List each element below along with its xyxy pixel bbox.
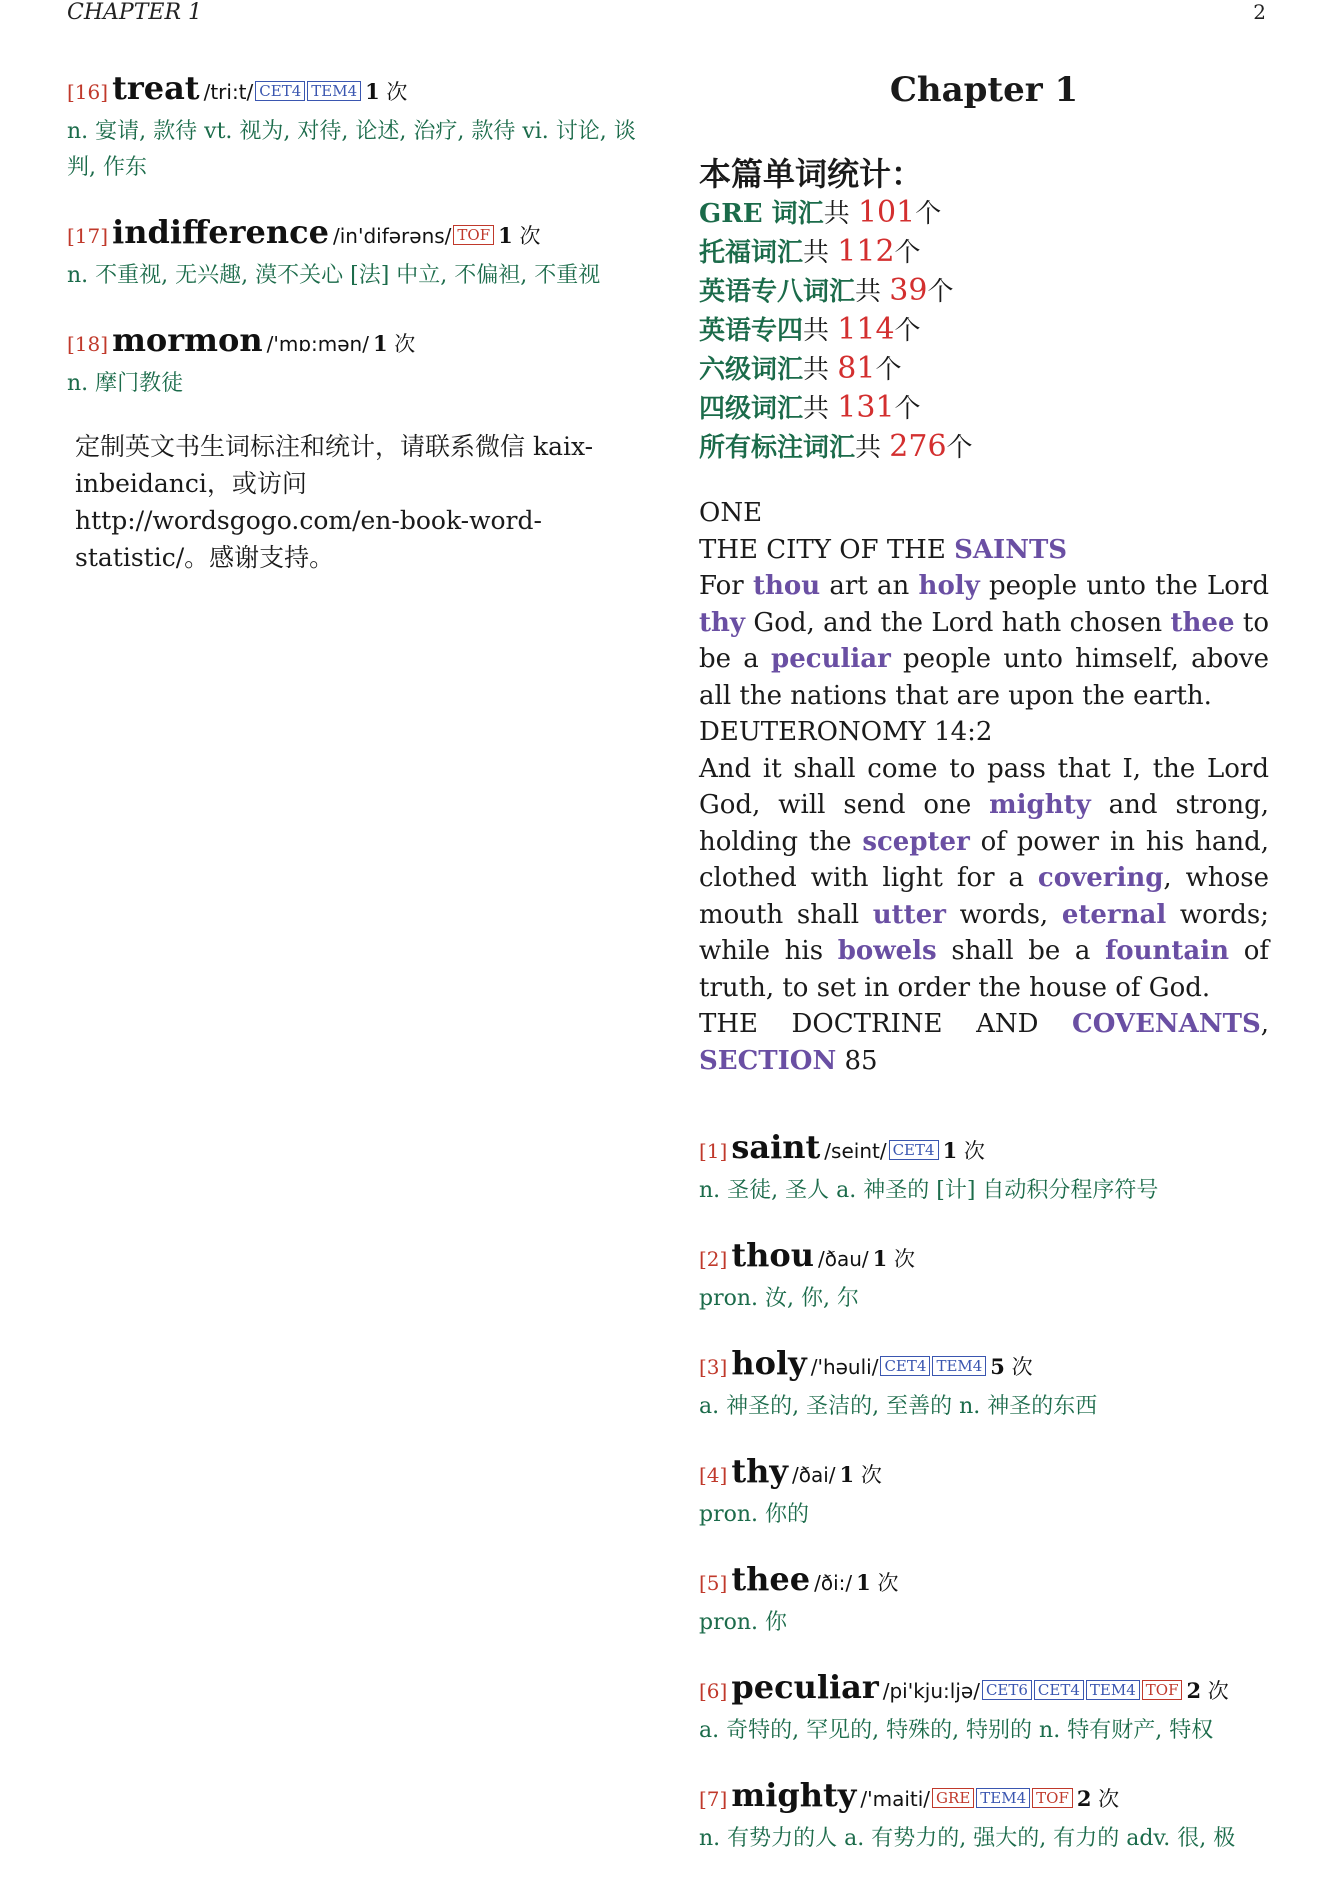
count-value: 1 — [872, 1246, 888, 1271]
entry-index: [1] — [699, 1139, 728, 1163]
entry-word: mormon — [112, 321, 263, 359]
entry-word: mighty — [731, 1776, 857, 1814]
text-span: DEUTERONOMY 14:2 — [699, 717, 993, 747]
exam-tag: TEM4 — [307, 81, 361, 101]
text-span: words, — [945, 899, 1062, 930]
vocab-entry — [699, 1667, 1269, 1749]
entry-definition: pron. 你 — [699, 1610, 788, 1635]
stat-mid: 共 — [803, 394, 838, 424]
entry-definition: a. 神圣的, 圣洁的, 至善的 n. 神圣的东西 — [699, 1394, 1098, 1419]
passage-line — [699, 714, 1269, 751]
entry-index: [18] — [67, 332, 109, 356]
highlighted-word: thee — [1170, 607, 1235, 638]
stat-number: 101 — [857, 195, 916, 230]
count-value: 1 — [365, 79, 380, 104]
page-number: 2 — [1253, 0, 1266, 24]
exam-tag: CET6 — [982, 1680, 1032, 1700]
count-value: 1 — [498, 223, 513, 248]
entry-index: [16] — [67, 80, 109, 104]
exam-tag: CET4 — [889, 1140, 939, 1160]
entry-definition: n. 摩门教徒 — [67, 371, 184, 396]
highlighted-word: utter — [872, 899, 946, 930]
vocab-entry-head — [699, 1667, 1269, 1713]
text-span: and strong, holding the — [699, 790, 1269, 857]
exam-tag: TEM4 — [932, 1356, 986, 1376]
entry-count — [365, 80, 407, 104]
highlighted-word: SECTION — [699, 1045, 837, 1076]
passage-line — [699, 495, 1269, 532]
stat-line — [699, 350, 1269, 389]
stat-label: 所有标注词汇 — [699, 433, 856, 463]
stat-suffix: 个 — [894, 394, 921, 424]
entry-count — [498, 224, 540, 248]
stat-number: 81 — [837, 351, 876, 386]
chapter-title: Chapter 1 — [889, 70, 1079, 110]
text-span: God, and the Lord hath chosen — [745, 607, 1171, 638]
entry-index: [7] — [699, 1787, 728, 1811]
right-column — [699, 68, 1269, 1883]
exam-tag: CET4 — [255, 81, 305, 101]
highlighted-word: bowels — [837, 936, 937, 966]
text-span: , — [1260, 1009, 1269, 1039]
entry-count — [856, 1571, 898, 1595]
vocab-entry — [699, 1127, 1269, 1209]
highlighted-word: thy — [699, 607, 746, 638]
stat-mid: 共 — [803, 238, 838, 268]
entry-index: [3] — [699, 1355, 728, 1379]
entry-word: saint — [731, 1128, 821, 1166]
stat-label: 英语专四 — [699, 316, 804, 346]
exam-tag: TEM4 — [1086, 1680, 1140, 1700]
stat-suffix: 个 — [915, 199, 942, 229]
stat-line — [699, 233, 1269, 272]
vocab-list-right — [699, 1127, 1269, 1857]
entry-index: [4] — [699, 1463, 728, 1487]
exam-tag: TOF — [453, 225, 494, 245]
count-unit: 次 — [1098, 1787, 1120, 1811]
text-span: of power in his hand, clothed with light for a — [699, 826, 1269, 893]
count-unit: 次 — [963, 1139, 985, 1163]
entry-word: thou — [731, 1236, 814, 1274]
entry-phonetic: /tri:t/ — [203, 80, 254, 104]
entry-index: [5] — [699, 1571, 728, 1595]
exam-tag: TOF — [1142, 1680, 1183, 1700]
stat-line — [699, 194, 1269, 233]
entry-phonetic: /'həuli/ — [810, 1355, 879, 1379]
count-value: 1 — [856, 1570, 871, 1595]
count-unit: 次 — [1011, 1355, 1033, 1379]
stats-lines — [699, 194, 1269, 467]
stat-number: 114 — [837, 312, 895, 347]
passage-line — [699, 532, 1269, 569]
stat-mid: 共 — [803, 316, 838, 346]
entry-count — [1186, 1679, 1228, 1703]
stat-line — [699, 272, 1269, 311]
count-value: 2 — [1186, 1678, 1202, 1703]
highlighted-word: thou — [752, 571, 821, 601]
entry-phonetic: /'maiti/ — [860, 1787, 931, 1811]
entry-word: treat — [112, 69, 200, 107]
vocab-entry-head — [67, 212, 637, 258]
stat-label: 英语专八词汇 — [699, 277, 856, 307]
text-span: For — [699, 571, 753, 601]
vocab-entry — [67, 212, 637, 294]
text-span: ONE — [699, 498, 763, 528]
vocab-entry — [67, 320, 637, 402]
vocab-entry — [699, 1451, 1269, 1533]
stat-number: 39 — [889, 273, 928, 308]
stat-mid: 共 — [823, 199, 858, 229]
passage-line — [699, 568, 1269, 714]
entry-definition: pron. 你的 — [699, 1502, 810, 1527]
passage-line — [699, 751, 1269, 1007]
count-value: 1 — [942, 1138, 958, 1163]
vocab-entry-head — [699, 1127, 1269, 1173]
exam-tag: CET4 — [880, 1356, 930, 1376]
count-unit: 次 — [1207, 1679, 1229, 1703]
text-span: to be a — [699, 607, 1269, 674]
highlighted-word: SAINTS — [954, 534, 1068, 565]
vocab-entry-head — [67, 320, 637, 366]
entry-phonetic: /in'difərəns/ — [332, 224, 452, 248]
count-value: 1 — [372, 331, 388, 356]
highlighted-word: peculiar — [771, 644, 891, 674]
passage-line — [699, 1006, 1269, 1079]
entry-phonetic: /'mɒ:mən/ — [266, 332, 369, 356]
count-unit: 次 — [860, 1463, 882, 1487]
stat-suffix: 个 — [875, 355, 902, 385]
text-span: of truth, to set in order the house of God. — [699, 936, 1269, 1003]
entry-index: [6] — [699, 1679, 728, 1703]
stat-suffix: 个 — [946, 433, 973, 463]
entry-index: [17] — [67, 224, 109, 248]
highlighted-word: eternal — [1061, 899, 1167, 930]
entry-definition: a. 奇特的, 罕见的, 特殊的, 特别的 n. 特有财产, 特权 — [699, 1718, 1214, 1743]
entry-definition: n. 宴请, 款待 vt. 视为, 对待, 论述, 治疗, 款待 vi. 讨论, 谈判, 作东 — [67, 119, 636, 180]
exam-tag: TOF — [1032, 1788, 1073, 1808]
text-span: And it shall come to pass that I, the Lord God, will send one — [699, 753, 1269, 820]
stat-label: 四级词汇 — [699, 394, 804, 424]
entry-phonetic: /ði:/ — [814, 1571, 853, 1595]
text-span: people unto the Lord — [979, 571, 1270, 601]
entry-count — [873, 1247, 915, 1271]
stat-number: 276 — [889, 429, 947, 464]
highlighted-word: mighty — [989, 790, 1091, 820]
stat-line — [699, 389, 1269, 428]
stat-mid: 共 — [855, 277, 890, 307]
stats-title: 本篇单词统计： — [699, 155, 924, 193]
text-span: THE DOCTRINE AND — [699, 1009, 1073, 1039]
count-unit: 次 — [519, 224, 541, 248]
vocab-entry-head — [699, 1559, 1269, 1605]
highlighted-word: covering — [1037, 863, 1164, 893]
count-unit: 次 — [386, 80, 408, 104]
entry-count — [1077, 1787, 1119, 1811]
vocab-entry-head — [699, 1775, 1269, 1821]
entry-count — [990, 1355, 1032, 1379]
text-span: THE CITY OF THE — [699, 534, 955, 565]
text-span: 85 — [836, 1045, 878, 1076]
vocab-entry — [699, 1235, 1269, 1317]
text-span: , whose mouth shall — [699, 863, 1269, 930]
entry-definition: n. 圣徒, 圣人 a. 神圣的 [计] 自动积分程序符号 — [699, 1178, 1159, 1203]
count-unit: 次 — [394, 332, 416, 356]
entry-definition: n. 不重视, 无兴趣, 漠不关心 [法] 中立, 不偏袒, 不重视 — [67, 263, 601, 288]
left-column — [67, 68, 637, 576]
count-unit: 次 — [893, 1247, 915, 1271]
count-value: 2 — [1076, 1786, 1092, 1811]
entry-phonetic: /ðai/ — [791, 1463, 836, 1487]
stat-mid: 共 — [803, 355, 838, 385]
entry-count — [373, 332, 415, 356]
stat-number: 112 — [837, 234, 895, 269]
stat-suffix: 个 — [894, 316, 921, 346]
vocab-entry-head — [67, 68, 637, 114]
count-value: 5 — [990, 1354, 1005, 1379]
word-stats — [699, 154, 1269, 467]
text-span: art an — [820, 571, 919, 601]
stat-mid: 共 — [855, 433, 890, 463]
count-unit: 次 — [877, 1571, 899, 1595]
stat-line — [699, 428, 1269, 467]
exam-tag: CET4 — [1034, 1680, 1084, 1700]
vocab-entry — [699, 1559, 1269, 1641]
stat-number: 131 — [837, 390, 895, 425]
stat-label: GRE 词汇 — [699, 199, 824, 229]
vocab-entry — [67, 68, 637, 186]
vocab-entry — [699, 1343, 1269, 1425]
entry-word: indifference — [112, 213, 329, 251]
stat-suffix: 个 — [894, 238, 921, 268]
custom-service-note: 定制英文书生词标注和统计，请联系微信 kaix-inbeidanci，或访问 http://wordsgogo.com/en-book-word-statistic/。感谢支持。 — [75, 432, 594, 572]
text-span: shall be a — [936, 936, 1106, 966]
entry-definition: n. 有势力的人 a. 有势力的, 强大的, 有力的 adv. 很, 极 — [699, 1826, 1236, 1851]
entry-definition: pron. 汝, 你, 尔 — [699, 1286, 859, 1311]
entry-word: peculiar — [731, 1668, 879, 1706]
entry-phonetic: /pi'kju:ljə/ — [882, 1679, 980, 1703]
stat-label: 托福词汇 — [699, 238, 804, 268]
entry-phonetic: /seint/ — [824, 1139, 887, 1163]
stat-label: 六级词汇 — [699, 355, 804, 385]
vocab-entry-head — [699, 1235, 1269, 1281]
count-value: 1 — [839, 1462, 855, 1487]
exam-tag: TEM4 — [976, 1788, 1030, 1808]
entry-index: [2] — [699, 1247, 728, 1271]
vocab-entry — [699, 1775, 1269, 1857]
exam-tag: GRE — [932, 1788, 974, 1808]
vocab-entry-head — [699, 1451, 1269, 1497]
text-span: people unto himself, above all the nations that are upon the earth. — [699, 644, 1269, 711]
highlighted-word: COVENANTS — [1072, 1009, 1261, 1039]
highlighted-word: scepter — [862, 826, 970, 857]
text-span: words; while his — [699, 899, 1269, 966]
vocab-entry-head — [699, 1343, 1269, 1389]
entry-word: holy — [731, 1344, 807, 1382]
entry-word: thee — [731, 1560, 811, 1598]
highlighted-word: holy — [918, 571, 980, 601]
running-head: CHAPTER 1 — [67, 0, 202, 25]
highlighted-word: fountain — [1105, 936, 1230, 966]
passage — [699, 495, 1269, 1079]
entry-phonetic: /ðau/ — [818, 1247, 869, 1271]
stat-suffix: 个 — [927, 277, 954, 307]
entry-count — [943, 1139, 985, 1163]
stat-line — [699, 311, 1269, 350]
vocab-list-left — [67, 68, 637, 402]
entry-count — [840, 1463, 882, 1487]
entry-word: thy — [731, 1452, 788, 1490]
